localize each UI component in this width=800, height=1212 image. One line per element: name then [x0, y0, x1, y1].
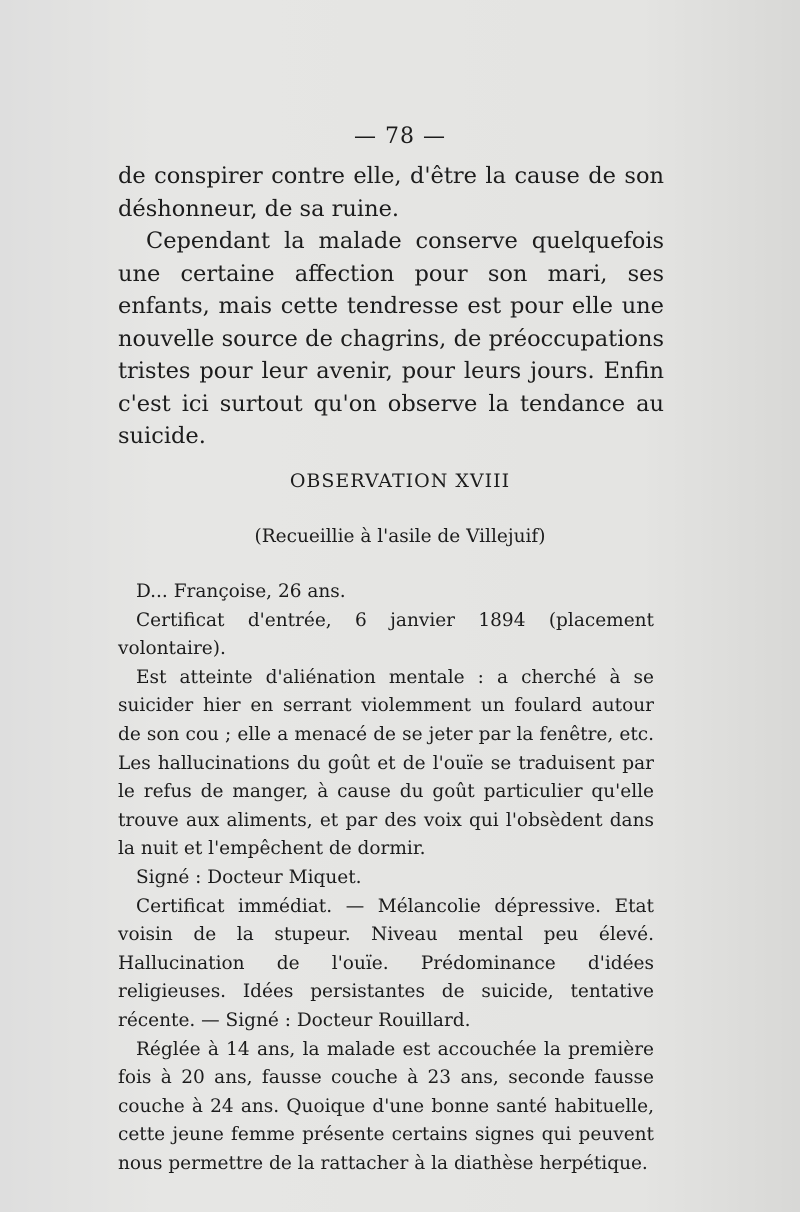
observation-title: OBSERVATION XVIII [289, 470, 511, 492]
observation-paragraph: Signé : Docteur Miquet. [136, 866, 362, 888]
intro-text [118, 160, 664, 453]
page-number: — 78 — [354, 124, 446, 149]
observation-paragraph: Certificat immédiat. — Mélancolie dépressive. Etat voisin de la stupeur. Niveau mental peu élevé. Hallucination de l'ouïe. Prédominance d'idées religieuses. Idées persistantes de suicide, tentative récente. — Signé : Docteur Rouillard. [118, 895, 654, 1031]
observation-subtitle: (Recueillie à l'asile de Villejuif) [254, 526, 546, 547]
observation-paragraph: Certificat d'entrée, 6 janvier 1894 (placement volontaire). [118, 609, 654, 660]
observation-paragraph: Est atteinte d'aliénation mentale : a cherché à se suicider hier en serrant violemment un foulard autour de son cou ; elle a menacé de se jeter par la fenêtre, etc. Les hallucinations du goût et de l'ouïe se traduisent par le refus de manger, à cause du goût particulier qu'elle trouve aux aliments, et par des voix qui l'obsèdent dans la nuit et l'empêchent de dormir. [118, 666, 654, 860]
observation-body [118, 578, 654, 1178]
intro-paragraph: de conspirer contre elle, d'être la cause de son déshonneur, de sa ruine. [118, 163, 664, 222]
observation-paragraph: D... Françoise, 26 ans. [136, 581, 346, 602]
intro-paragraph: Cependant la malade conserve quelquefois une certaine affection pour son mari, ses enfants, mais cette tendresse est pour elle une nouvelle source de chagrins, de préoccupations tristes pour leur avenir, pour leurs jours. Enfin c'est ici surtout qu'on observe la tendance au suicide. [118, 228, 664, 449]
observation-paragraph: Réglée à 14 ans, la malade est accouchée la première fois à 20 ans, fausse couche à 23 ans, seconde fausse couche à 24 ans. Quoique d'une bonne santé habituelle, cette jeune femme présente certains signes qui peuvent nous permettre de la rattacher à la diathèse herpétique. [118, 1038, 654, 1174]
